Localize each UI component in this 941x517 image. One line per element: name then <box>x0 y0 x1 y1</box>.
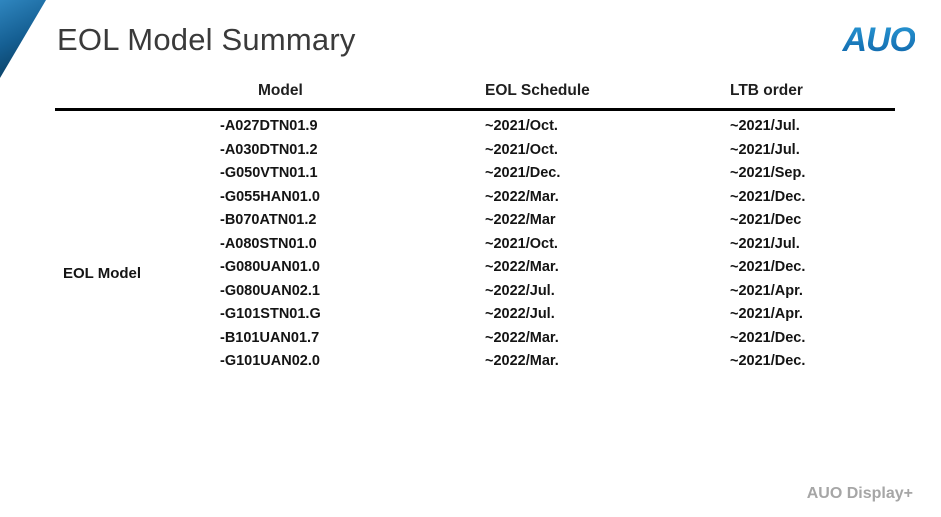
cell-model: -G101UAN02.0 <box>220 353 320 369</box>
cell-model: -G101STN01.G <box>220 306 321 322</box>
cell-ltb-order: ~2021/Dec. <box>730 353 806 369</box>
cell-ltb-order: ~2021/Dec. <box>730 329 806 346</box>
slide-header <box>0 0 941 78</box>
cell-model: -B070ATN01.2 <box>220 212 317 228</box>
cell-model: -G050VTN01.1 <box>220 165 318 181</box>
page-title: EOL Model Summary <box>57 22 356 57</box>
cell-model: -G055HAN01.0 <box>220 188 320 205</box>
auo-logo-text: AUO <box>842 21 915 59</box>
column-header-model: Model <box>258 82 303 99</box>
cell-eol-schedule: ~2021/Dec. <box>485 165 561 181</box>
cell-ltb-order: ~2021/Jul. <box>730 235 800 252</box>
column-header-ltb-order: LTB order <box>730 82 803 99</box>
table-row <box>55 139 895 163</box>
table-row <box>55 280 895 304</box>
cell-eol-schedule: ~2022/Jul. <box>485 282 555 299</box>
cell-ltb-order: ~2021/Dec <box>730 212 802 228</box>
header-divider <box>55 108 895 111</box>
cell-eol-schedule: ~2022/Jul. <box>485 306 555 322</box>
cell-eol-schedule: ~2021/Oct. <box>485 235 558 252</box>
cell-eol-schedule: ~2022/Mar. <box>485 329 559 346</box>
cell-ltb-order: ~2021/Dec. <box>730 259 806 275</box>
table-row <box>55 303 895 327</box>
column-header-eol-schedule: EOL Schedule <box>485 82 590 99</box>
table-row <box>55 115 895 139</box>
cell-eol-schedule: ~2022/Mar. <box>485 188 559 205</box>
table-row <box>55 162 895 186</box>
auo-logo <box>842 20 915 60</box>
cell-eol-schedule: ~2022/Mar <box>485 212 556 228</box>
cell-eol-schedule: ~2021/Oct. <box>485 141 558 158</box>
table-row <box>55 327 895 351</box>
cell-ltb-order: ~2021/Dec. <box>730 188 806 205</box>
cell-ltb-order: ~2021/Jul. <box>730 141 800 158</box>
cell-model: -A027DTN01.9 <box>220 118 318 134</box>
table-row <box>55 209 895 233</box>
cell-eol-schedule: ~2021/Oct. <box>485 118 558 134</box>
cell-ltb-order: ~2021/Sep. <box>730 165 806 181</box>
cell-eol-schedule: ~2022/Mar. <box>485 259 559 275</box>
cell-model: -A030DTN01.2 <box>220 141 318 158</box>
cell-model: -B101UAN01.7 <box>220 329 320 346</box>
table-row <box>55 233 895 257</box>
table-row <box>55 186 895 210</box>
table-header-row <box>55 82 895 108</box>
row-group-label: EOL Model <box>63 265 142 282</box>
cell-model: -A080STN01.0 <box>220 235 317 252</box>
table-row <box>55 350 895 374</box>
footer-branding: AUO Display+ <box>806 485 913 502</box>
eol-model-table <box>55 82 895 369</box>
cell-ltb-order: ~2021/Apr. <box>730 282 803 299</box>
cell-model: -G080UAN01.0 <box>220 259 320 275</box>
cell-ltb-order: ~2021/Apr. <box>730 306 803 322</box>
cell-model: -G080UAN02.1 <box>220 282 320 299</box>
table-row <box>55 256 895 280</box>
cell-eol-schedule: ~2022/Mar. <box>485 353 559 369</box>
cell-ltb-order: ~2021/Jul. <box>730 118 800 134</box>
table-body <box>55 115 895 374</box>
corner-wedge-decoration <box>0 0 46 78</box>
